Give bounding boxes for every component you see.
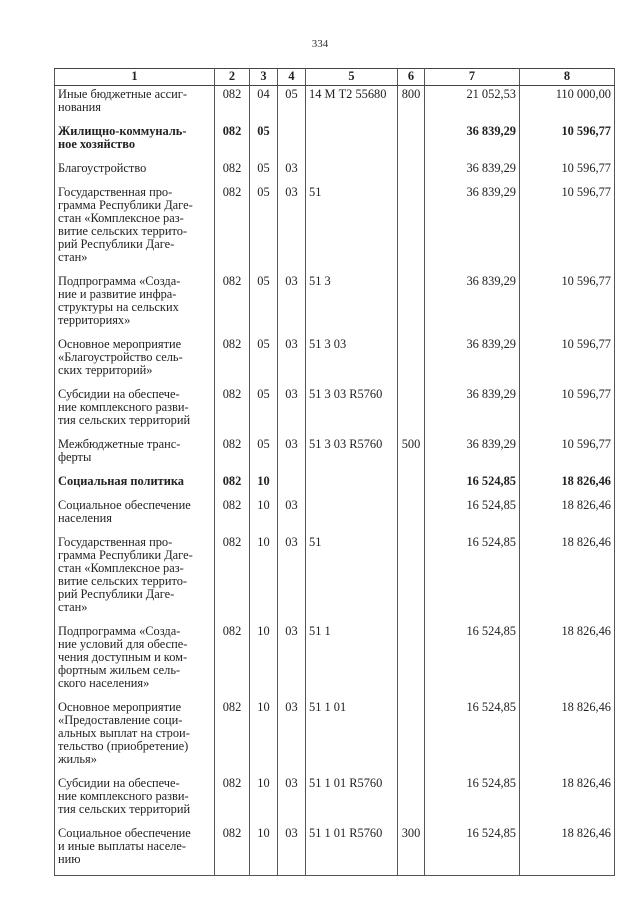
item-name-cell: Основное мероприятие «Предоставление соци- альных выплат на строи- тельство (приобретение) жилья»: [55, 699, 215, 775]
target-article-cell: 51 1 01 R5760: [306, 825, 398, 876]
item-name-cell: Жилищно-коммуналь- ное хозяйство: [55, 123, 215, 160]
amount-year2-cell: 18 826,46: [520, 775, 615, 825]
amount-year2-cell: 18 826,46: [520, 623, 615, 699]
expense-type-cell: [398, 273, 425, 336]
amount-year1-cell: 16 524,85: [425, 623, 520, 699]
header-row: [55, 69, 615, 86]
amount-year1-cell: 16 524,85: [425, 497, 520, 534]
ministry-code-cell: 082: [215, 436, 250, 473]
header-cell: 5: [306, 69, 398, 86]
expense-type-cell: [398, 184, 425, 273]
header-cell: 3: [250, 69, 278, 86]
table-row: [55, 273, 615, 336]
item-name-cell: Субсидии на обеспече- ние комплексного разви- тия сельских территорий: [55, 775, 215, 825]
target-article-cell: 51 1: [306, 623, 398, 699]
section-code-cell: 10: [250, 534, 278, 623]
target-article-cell: 51: [306, 184, 398, 273]
subsection-code-cell: 03: [278, 184, 306, 273]
item-name-cell: Основное мероприятие «Благоустройство сель- ских территорий»: [55, 336, 215, 386]
amount-year1-cell: 36 839,29: [425, 436, 520, 473]
expense-type-cell: [398, 123, 425, 160]
amount-year1-cell: 16 524,85: [425, 534, 520, 623]
section-code-cell: 05: [250, 184, 278, 273]
expense-type-cell: [398, 473, 425, 497]
page-number: 334: [311, 38, 329, 50]
subsection-code-cell: 03: [278, 497, 306, 534]
ministry-code-cell: 082: [215, 497, 250, 534]
section-code-cell: 04: [250, 86, 278, 124]
amount-year1-cell: 36 839,29: [425, 336, 520, 386]
amount-year2-cell: 18 826,46: [520, 534, 615, 623]
table-row: [55, 386, 615, 436]
amount-year2-cell: 10 596,77: [520, 386, 615, 436]
amount-year2-cell: 10 596,77: [520, 123, 615, 160]
subsection-code-cell: 03: [278, 160, 306, 184]
section-code-cell: 05: [250, 386, 278, 436]
target-article-cell: 51 3 03 R5760: [306, 436, 398, 473]
amount-year2-cell: 18 826,46: [520, 825, 615, 876]
target-article-cell: 51 3 03 R5760: [306, 386, 398, 436]
amount-year2-cell: 10 596,77: [520, 184, 615, 273]
section-code-cell: 10: [250, 623, 278, 699]
header-cell: 4: [278, 69, 306, 86]
expense-type-cell: [398, 623, 425, 699]
amount-year2-cell: 10 596,77: [520, 273, 615, 336]
amount-year1-cell: 16 524,85: [425, 775, 520, 825]
amount-year1-cell: 16 524,85: [425, 473, 520, 497]
subsection-code-cell: 03: [278, 436, 306, 473]
table-row: [55, 86, 615, 124]
ministry-code-cell: 082: [215, 473, 250, 497]
item-name-cell: Иные бюджетные ассиг- нования: [55, 86, 215, 124]
section-code-cell: 05: [250, 160, 278, 184]
amount-year1-cell: 16 524,85: [425, 699, 520, 775]
amount-year2-cell: 110 000,00: [520, 86, 615, 124]
header-cell: 2: [215, 69, 250, 86]
amount-year1-cell: 36 839,29: [425, 123, 520, 160]
subsection-code-cell: 03: [278, 623, 306, 699]
item-name-cell: Подпрограмма «Созда- ние условий для обеспе- чения доступным и ком- фортным жильем сель- ского населения»: [55, 623, 215, 699]
section-code-cell: 10: [250, 775, 278, 825]
subsection-code-cell: 03: [278, 386, 306, 436]
item-name-cell: Социальное обеспечение населения: [55, 497, 215, 534]
target-article-cell: [306, 160, 398, 184]
subsection-code-cell: 03: [278, 336, 306, 386]
section-code-cell: 10: [250, 473, 278, 497]
amount-year1-cell: 16 524,85: [425, 825, 520, 876]
ministry-code-cell: 082: [215, 623, 250, 699]
section-code-cell: 05: [250, 123, 278, 160]
amount-year1-cell: 36 839,29: [425, 184, 520, 273]
target-article-cell: 14 М Т2 55680: [306, 86, 398, 124]
item-name-cell: Социальная политика: [55, 473, 215, 497]
expense-type-cell: [398, 336, 425, 386]
section-code-cell: 10: [250, 825, 278, 876]
subsection-code-cell: [278, 123, 306, 160]
header-cell: 7: [425, 69, 520, 86]
amount-year2-cell: 10 596,77: [520, 336, 615, 386]
amount-year1-cell: 36 839,29: [425, 273, 520, 336]
subsection-code-cell: [278, 473, 306, 497]
subsection-code-cell: 03: [278, 699, 306, 775]
target-article-cell: 51 1 01 R5760: [306, 775, 398, 825]
table-row: [55, 473, 615, 497]
amount-year2-cell: 18 826,46: [520, 497, 615, 534]
table-row: [55, 497, 615, 534]
table-row: [55, 123, 615, 160]
ministry-code-cell: 082: [215, 336, 250, 386]
ministry-code-cell: 082: [215, 86, 250, 124]
target-article-cell: [306, 123, 398, 160]
expense-type-cell: [398, 497, 425, 534]
ministry-code-cell: 082: [215, 534, 250, 623]
target-article-cell: 51 3 03: [306, 336, 398, 386]
section-code-cell: 10: [250, 699, 278, 775]
amount-year2-cell: 18 826,46: [520, 699, 615, 775]
amount-year2-cell: 10 596,77: [520, 436, 615, 473]
header-cell: 1: [55, 69, 215, 86]
item-name-cell: Социальное обеспечение и иные выплаты населе- нию: [55, 825, 215, 876]
target-article-cell: [306, 497, 398, 534]
section-code-cell: 05: [250, 273, 278, 336]
item-name-cell: Государственная про- грамма Республики Даге- стан «Комплексное раз- витие сельских террито- рий Республики Даге- стан»: [55, 184, 215, 273]
section-code-cell: 05: [250, 436, 278, 473]
expense-type-cell: 800: [398, 86, 425, 124]
subsection-code-cell: 03: [278, 534, 306, 623]
table-row: [55, 534, 615, 623]
item-name-cell: Межбюджетные транс- ферты: [55, 436, 215, 473]
amount-year2-cell: 18 826,46: [520, 473, 615, 497]
table-row: [55, 825, 615, 876]
expense-type-cell: [398, 160, 425, 184]
amount-year1-cell: 36 839,29: [425, 160, 520, 184]
target-article-cell: 51 1 01: [306, 699, 398, 775]
ministry-code-cell: 082: [215, 775, 250, 825]
ministry-code-cell: 082: [215, 160, 250, 184]
table-row: [55, 184, 615, 273]
ministry-code-cell: 082: [215, 699, 250, 775]
amount-year2-cell: 10 596,77: [520, 160, 615, 184]
ministry-code-cell: 082: [215, 123, 250, 160]
target-article-cell: [306, 473, 398, 497]
item-name-cell: Государственная про- грамма Республики Даге- стан «Комплексное раз- витие сельских террито- рий Республики Даге- стан»: [55, 534, 215, 623]
ministry-code-cell: 082: [215, 184, 250, 273]
expense-type-cell: 300: [398, 825, 425, 876]
header-cell: 8: [520, 69, 615, 86]
item-name-cell: Подпрограмма «Созда- ние и развитие инфра- структуры на сельских территориях»: [55, 273, 215, 336]
budget-table: [54, 68, 615, 876]
table-row: [55, 699, 615, 775]
table-row: [55, 436, 615, 473]
ministry-code-cell: 082: [215, 386, 250, 436]
expense-type-cell: [398, 534, 425, 623]
subsection-code-cell: 03: [278, 775, 306, 825]
target-article-cell: 51 3: [306, 273, 398, 336]
table-row: [55, 336, 615, 386]
target-article-cell: 51: [306, 534, 398, 623]
expense-type-cell: [398, 775, 425, 825]
section-code-cell: 05: [250, 336, 278, 386]
item-name-cell: Благоустройство: [55, 160, 215, 184]
table-row: [55, 160, 615, 184]
ministry-code-cell: 082: [215, 825, 250, 876]
amount-year1-cell: 21 052,53: [425, 86, 520, 124]
subsection-code-cell: 03: [278, 825, 306, 876]
amount-year1-cell: 36 839,29: [425, 386, 520, 436]
table-row: [55, 775, 615, 825]
subsection-code-cell: 03: [278, 273, 306, 336]
expense-type-cell: 500: [398, 436, 425, 473]
item-name-cell: Субсидии на обеспече- ние комплексного разви- тия сельских территорий: [55, 386, 215, 436]
expense-type-cell: [398, 386, 425, 436]
section-code-cell: 10: [250, 497, 278, 534]
expense-type-cell: [398, 699, 425, 775]
ministry-code-cell: 082: [215, 273, 250, 336]
header-cell: 6: [398, 69, 425, 86]
subsection-code-cell: 05: [278, 86, 306, 124]
table-row: [55, 623, 615, 699]
